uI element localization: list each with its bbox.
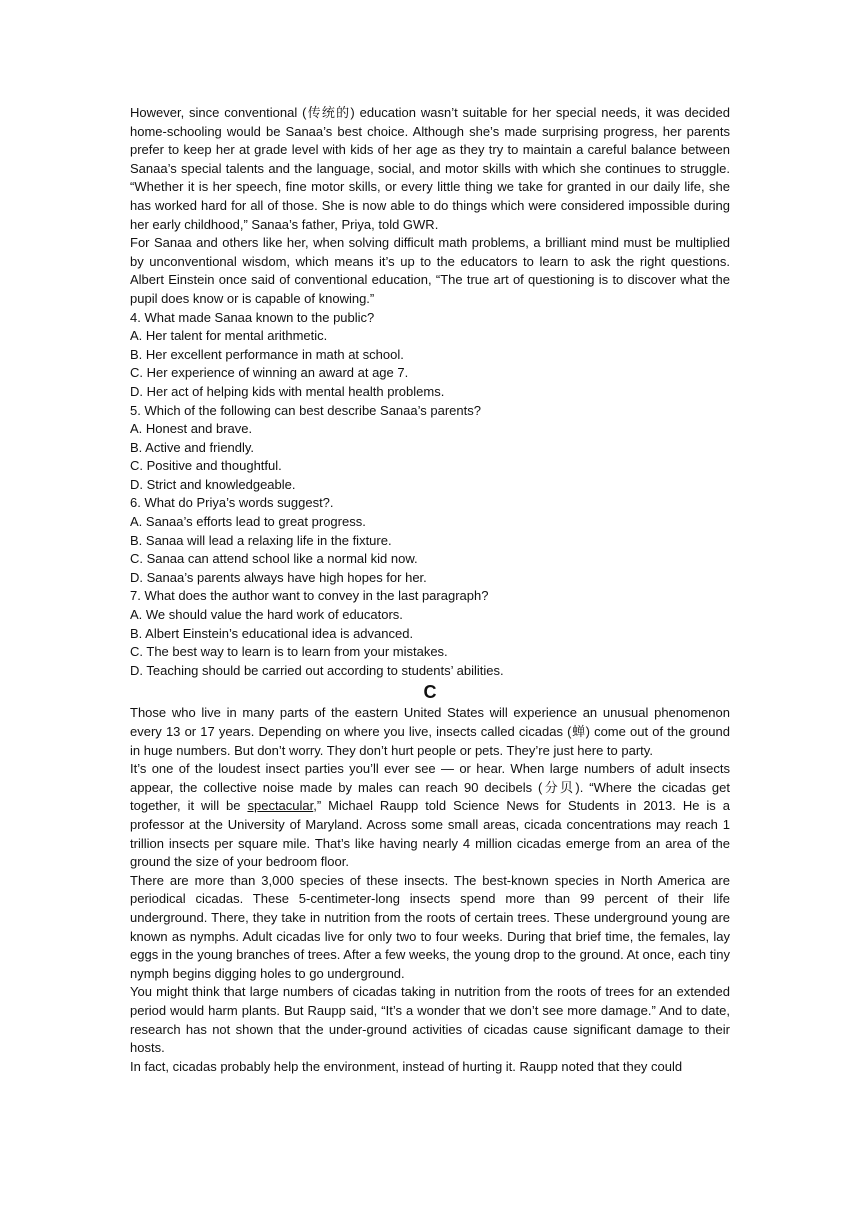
question-option: D. Strict and knowledgeable. (130, 476, 296, 492)
question-option: C. Sanaa can attend school like a normal kid now. (130, 551, 418, 567)
passage-b-paragraph-2: For Sanaa and others like her, when solving difficult math problems, a brilliant mind must be multiplied by unconventional wisdom, which means it’s up to the educators to learn to ask the right questions. Albert Einstein once said of conventional education, “The true art of questioning is to discover what the pupil does know or is capable of knowing.” (130, 235, 730, 306)
question-option: B. Albert Einstein’s educational idea is advanced. (130, 625, 414, 641)
paragraph-text: It’s one of the loudest insect parties you’ll ever see — or hear. When large numbers of adult insects appear, the collective noise made by males can reach 90 decibels (分贝). “Where the cicadas get together, it will be (130, 761, 730, 814)
section-c-paragraph-5: In fact, cicadas probably help the environment, instead of hurting it. Raupp noted that they could (130, 1058, 683, 1074)
section-c-paragraph-3: There are more than 3,000 species of these insects. The best-known species in North America are periodical cicadas. These 5-centimeter-long insects spend more than 99 percent of their life underground. There, they take in nutrition from the roots of certain trees. These underground young are known as nymphs. Adult cicadas live for only two to four weeks. During that brief time, the females, lay eggs in the young branches of trees. After a few weeks, the young drop to the ground. At once, each tiny nymph begins digging holes to go underground. (130, 872, 730, 981)
question-7 (130, 587, 730, 680)
question-option: D. Her act of helping kids with mental health problems. (130, 383, 445, 399)
question-6 (130, 494, 730, 587)
question-option: B. Sanaa will lead a relaxing life in the fixture. (130, 532, 392, 548)
question-option: C. Positive and thoughtful. (130, 458, 282, 474)
question-5 (130, 402, 730, 495)
question-option: A. We should value the hard work of educators. (130, 607, 403, 623)
question-option: A. Sanaa’s efforts lead to great progress. (130, 514, 366, 530)
question-option: D. Sanaa’s parents always have high hopes for her. (130, 569, 427, 585)
question-option: C. Her experience of winning an award at age 7. (130, 365, 409, 381)
question-stem: 4. What made Sanaa known to the public? (130, 309, 375, 325)
question-stem: 6. What do Priya’s words suggest?. (130, 495, 334, 511)
question-option: B. Active and friendly. (130, 439, 255, 455)
paragraph-text: ,” Michael Raupp told Science News for Students in 2013. He is a professor at the University of Maryland. Across some small areas, cicada concentrations may reach 1 trillion insects per square mile. That’s like having nearly 4 million cicadas emerge from an area of the ground the size of your bedroom floor. (130, 798, 730, 870)
underlined-word: spectacular (247, 798, 314, 814)
question-stem: 5. Which of the following can best describe Sanaa’s parents? (130, 402, 481, 418)
section-c-paragraph-4: You might think that large numbers of cicadas taking in nutrition from the roots of trees for an extended period would harm plants. But Raupp said, “It’s a wonder that we don’t see more damage.” And to date, research has not shown that the under-ground activities of cicadas cause significant damage to their hosts. (130, 984, 730, 1056)
passage-b-paragraph-1: However, since conventional (传统的) education wasn’t suitable for her special needs, it was decided home-schooling would be Sanaa’s best choice. Although she’s made surprising progress, her parents prefer to keep her at grade level with kids of her age as they try to maintain a careful balance between Sanaa’s special talents and the language, social, and motor skills with which she continues to struggle. “Whether it is her speech, fine motor skills, or every little thing we take for granted in our daily life, she has worked hard for all of those. She is now able to do things which were considered impossible during her early childhood,” Sanaa’s father, Priya, told GWR. (130, 105, 730, 232)
section-heading: C (423, 682, 437, 703)
question-4 (130, 309, 730, 402)
section-c-paragraph-1: Those who live in many parts of the eastern United States will experience an unusual phenomenon every 13 or 17 years. Depending on where you live, insects called cicadas (蝉) come out of the ground in huge numbers. But don’t worry. They don’t hurt people or pets. They’re just here to party. (130, 705, 730, 758)
document-page (130, 104, 730, 1076)
question-option: C. The best way to learn is to learn from your mistakes. (130, 644, 448, 660)
question-option: B. Her excellent performance in math at school. (130, 346, 404, 362)
question-option: D. Teaching should be carried out according to students’ abilities. (130, 662, 504, 678)
question-stem: 7. What does the author want to convey in the last paragraph? (130, 588, 489, 604)
question-option: A. Honest and brave. (130, 421, 253, 437)
section-c-paragraph-2 (130, 760, 730, 872)
question-option: A. Her talent for mental arithmetic. (130, 328, 328, 344)
